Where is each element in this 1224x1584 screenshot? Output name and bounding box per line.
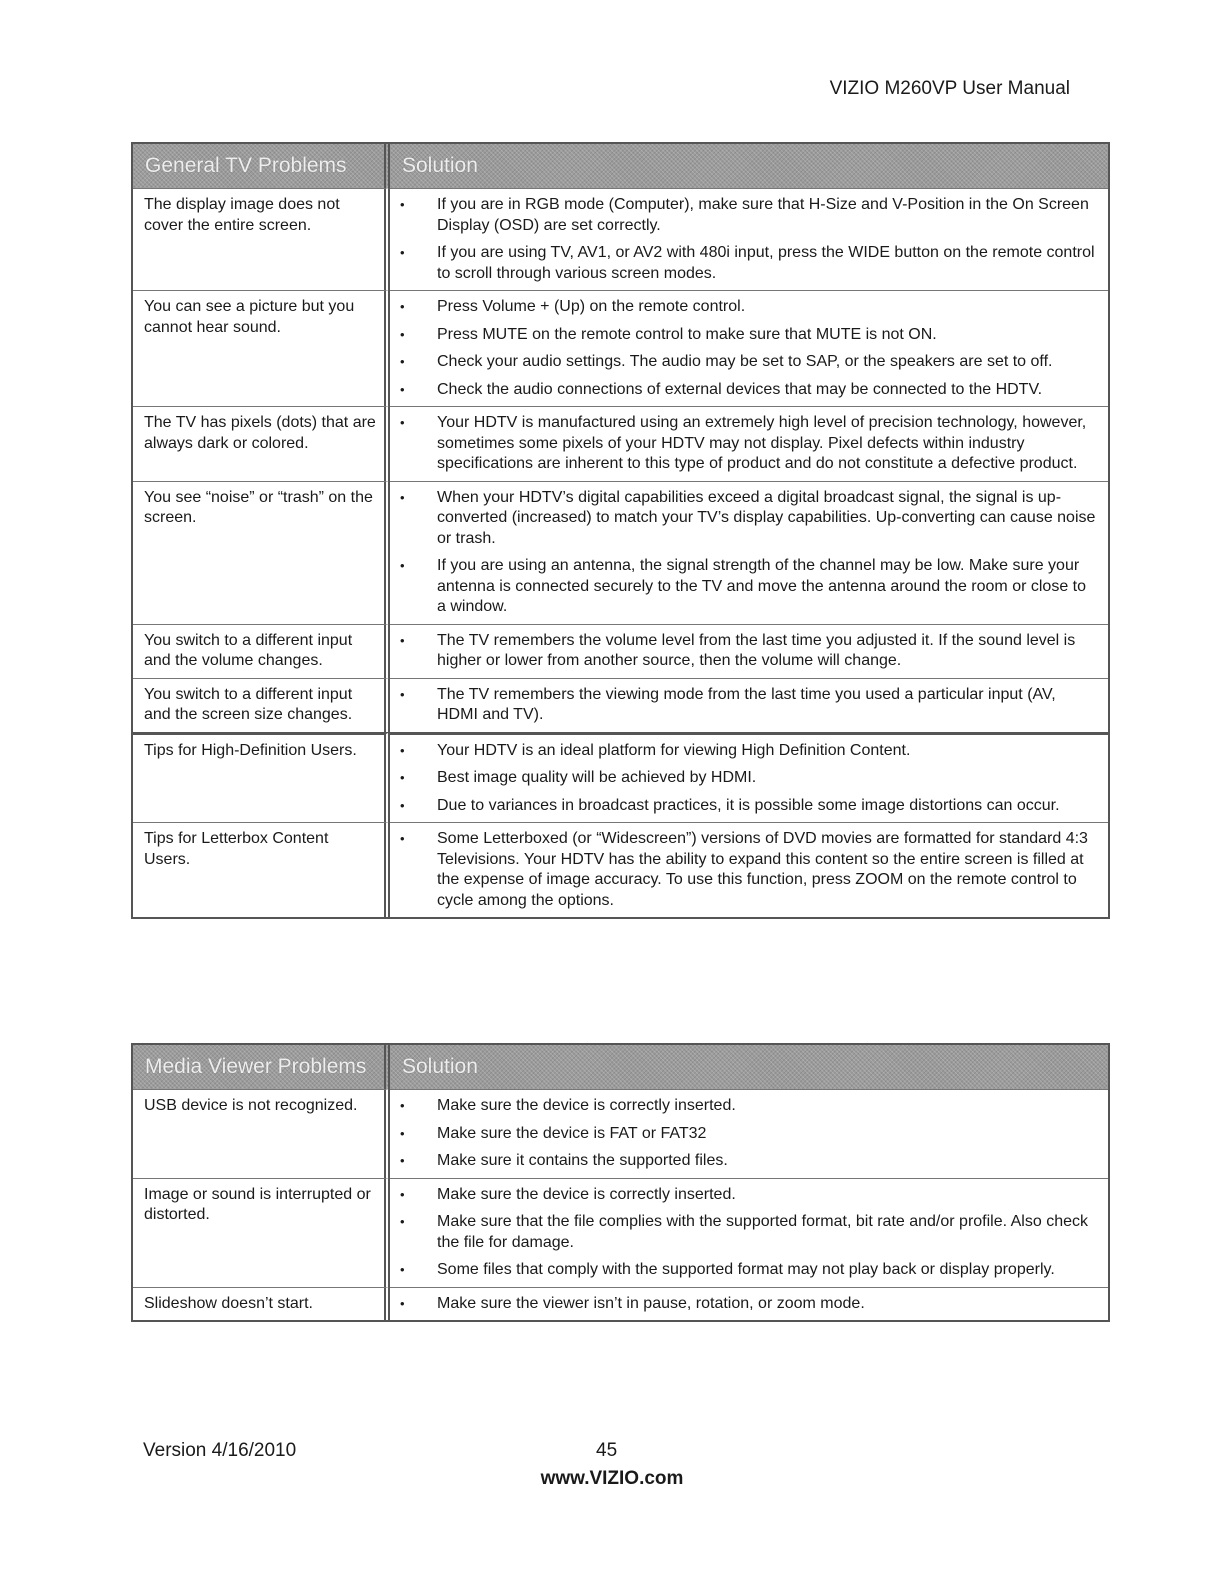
problem-cell: The TV has pixels (dots) that are always dark or colored. bbox=[133, 406, 390, 481]
solution-cell bbox=[390, 624, 1108, 678]
problem-cell: Image or sound is interrupted or distorted. bbox=[133, 1178, 390, 1287]
page-header-title: VIZIO M260VP User Manual bbox=[829, 78, 1070, 99]
solution-list bbox=[400, 413, 1098, 475]
table-row bbox=[133, 678, 1108, 732]
solution-cell bbox=[390, 1287, 1108, 1321]
media-viewer-problems-table bbox=[131, 1043, 1110, 1322]
table-row bbox=[133, 822, 1108, 917]
problem-cell: You switch to a different input and the volume changes. bbox=[133, 624, 390, 678]
solution-list bbox=[400, 1185, 1098, 1281]
solution-list-item: • Make sure the device is correctly inserted. bbox=[400, 1096, 1098, 1117]
solution-list bbox=[400, 829, 1098, 911]
table-row bbox=[133, 406, 1108, 481]
solution-list bbox=[400, 297, 1098, 400]
solution-list-item: • Make sure that the file complies with the supported format, bit rate and/or profile. Also check the file for damage. bbox=[400, 1212, 1098, 1253]
problems-column-header: Media Viewer Problems bbox=[133, 1045, 390, 1089]
table-row bbox=[133, 481, 1108, 624]
problem-cell: You switch to a different input and the screen size changes. bbox=[133, 678, 390, 732]
solution-list-item: • Press MUTE on the remote control to make sure that MUTE is not ON. bbox=[400, 325, 1098, 346]
solution-list bbox=[400, 1294, 1098, 1315]
problem-cell: The display image does not cover the entire screen. bbox=[133, 188, 390, 290]
solution-list-item: • Make sure it contains the supported files. bbox=[400, 1151, 1098, 1172]
solution-list bbox=[400, 1096, 1098, 1172]
page-number: 45 bbox=[596, 1440, 618, 1461]
solution-cell bbox=[390, 678, 1108, 732]
solution-list-item: • Make sure the device is correctly inserted. bbox=[400, 1185, 1098, 1206]
solution-list-item: • If you are using TV, AV1, or AV2 with 480i input, press the WIDE button on the remote control to scroll through various screen modes. bbox=[400, 243, 1098, 284]
solution-list bbox=[400, 741, 1098, 817]
solution-cell bbox=[390, 1178, 1108, 1287]
solution-list-item: • Some files that comply with the supported format may not play back or display properly. bbox=[400, 1260, 1098, 1281]
solution-column-header: Solution bbox=[390, 1045, 1108, 1089]
table-header-row bbox=[133, 144, 1108, 188]
table-row bbox=[133, 732, 1108, 823]
general-tv-problems-table bbox=[131, 142, 1110, 919]
solution-list-item: • Press Volume + (Up) on the remote control. bbox=[400, 297, 1098, 318]
solution-list-item: • The TV remembers the viewing mode from the last time you used a particular input (AV, HDMI and TV). bbox=[400, 685, 1098, 726]
solution-cell bbox=[390, 1089, 1108, 1178]
solution-cell bbox=[390, 732, 1108, 823]
footer-version: Version 4/16/2010 bbox=[143, 1440, 297, 1461]
table-row bbox=[133, 290, 1108, 406]
solution-list-item: • Check your audio settings. The audio may be set to SAP, or the speakers are set to off. bbox=[400, 352, 1098, 373]
problem-cell: Tips for High-Definition Users. bbox=[133, 732, 390, 823]
solution-list-item: • The TV remembers the volume level from the last time you adjusted it. If the sound level is higher or lower from another source, then the volume will change. bbox=[400, 631, 1098, 672]
solution-list bbox=[400, 195, 1098, 284]
problem-cell: You can see a picture but you cannot hear sound. bbox=[133, 290, 390, 406]
solution-cell bbox=[390, 481, 1108, 624]
solution-list-item: • Make sure the viewer isn’t in pause, rotation, or zoom mode. bbox=[400, 1294, 1098, 1315]
solution-list bbox=[400, 685, 1098, 726]
problem-cell: USB device is not recognized. bbox=[133, 1089, 390, 1178]
footer-url: www.VIZIO.com bbox=[540, 1468, 684, 1489]
table-row bbox=[133, 1089, 1108, 1178]
table-row bbox=[133, 1178, 1108, 1287]
solution-list bbox=[400, 488, 1098, 618]
solution-list-item: • When your HDTV’s digital capabilities exceed a digital broadcast signal, the signal is up-converted (increased) to match your TV’s display capabilities. Up-converting can cause noise or trash. bbox=[400, 488, 1098, 550]
solution-list-item: • Your HDTV is an ideal platform for viewing High Definition Content. bbox=[400, 741, 1098, 762]
table-row bbox=[133, 188, 1108, 290]
solution-list-item: • If you are using an antenna, the signal strength of the channel may be low. Make sure your antenna is connected securely to the TV and move the antenna around the room or close to a window. bbox=[400, 556, 1098, 618]
solution-cell bbox=[390, 290, 1108, 406]
problem-cell: Tips for Letterbox Content Users. bbox=[133, 822, 390, 917]
solution-list-item: • Best image quality will be achieved by HDMI. bbox=[400, 768, 1098, 789]
problem-cell: Slideshow doesn’t start. bbox=[133, 1287, 390, 1321]
solution-list-item: • Due to variances in broadcast practices, it is possible some image distortions can occur. bbox=[400, 796, 1098, 817]
solution-list-item: • Some Letterboxed (or “Widescreen”) versions of DVD movies are formatted for standard 4:3 Televisions. Your HDTV has the ability to expand this content so the entire screen is filled at the expense of image accuracy. To use this function, press ZOOM on the remote control to cycle among the options. bbox=[400, 829, 1098, 911]
table-row bbox=[133, 624, 1108, 678]
problems-column-header: General TV Problems bbox=[133, 144, 390, 188]
table-row bbox=[133, 1287, 1108, 1321]
solution-list-item: • If you are in RGB mode (Computer), make sure that H-Size and V-Position in the On Screen Display (OSD) are set correctly. bbox=[400, 195, 1098, 236]
solution-list-item: • Check the audio connections of external devices that may be connected to the HDTV. bbox=[400, 380, 1098, 401]
solution-column-header: Solution bbox=[390, 144, 1108, 188]
solution-cell bbox=[390, 406, 1108, 481]
table-header-row bbox=[133, 1045, 1108, 1089]
problem-cell: You see “noise” or “trash” on the screen. bbox=[133, 481, 390, 624]
solution-cell bbox=[390, 822, 1108, 917]
solution-list-item: • Make sure the device is FAT or FAT32 bbox=[400, 1124, 1098, 1145]
solution-list bbox=[400, 631, 1098, 672]
solution-cell bbox=[390, 188, 1108, 290]
solution-list-item: • Your HDTV is manufactured using an extremely high level of precision technology, however, sometimes some pixels of your HDTV may not display. Pixel defects within industry specifications are inherent to this type of product and do not constitute a defective product. bbox=[400, 413, 1098, 475]
